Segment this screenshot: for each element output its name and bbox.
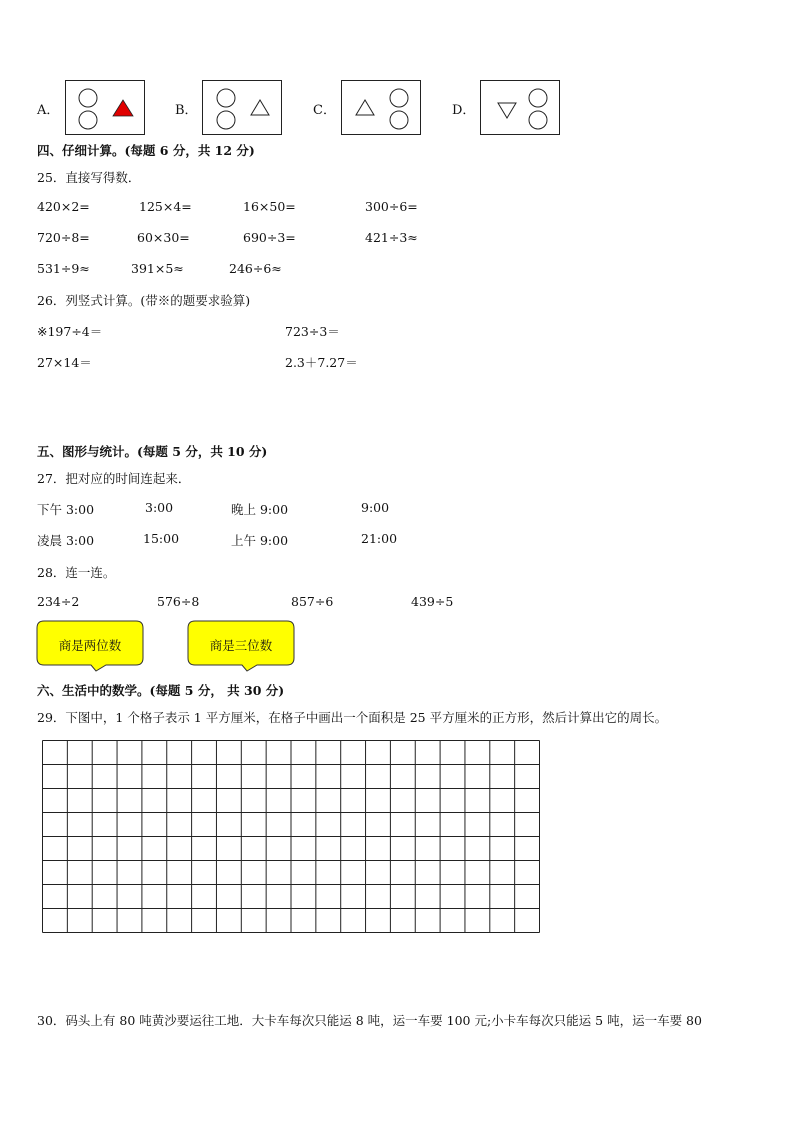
triangle-shape	[251, 100, 269, 115]
circle-shape	[217, 111, 235, 129]
option-b-label: B．	[175, 103, 198, 118]
calc-item: 60×30=	[137, 230, 190, 245]
vertical-calc-item: 2.3＋7.27＝	[285, 355, 358, 370]
circle-shape	[390, 111, 408, 129]
circle-shape	[390, 89, 408, 107]
calc-item: 16×50=	[243, 199, 296, 214]
red-triangle-shape	[113, 100, 133, 116]
circle-shape	[79, 89, 97, 107]
calc-item: 246÷6≈	[229, 261, 282, 276]
callout-three-digit-quotient	[187, 620, 297, 672]
section-6-title: 六、生活中的数学。(每题 5 分， 共 30 分)	[37, 683, 285, 698]
section-5-title: 五、图形与统计。(每题 5 分，共 10 分)	[37, 444, 268, 459]
option-d-figure	[480, 80, 560, 135]
time-item: 晚上 9:00	[231, 502, 289, 517]
question-26-label: 26．列竖式计算。(带※的题要求验算)	[37, 293, 251, 308]
vertical-calc-item: ※197÷4＝	[37, 324, 103, 339]
circle-shape	[529, 89, 547, 107]
question-25-label: 25．直接写得数．	[37, 170, 141, 185]
division-item: 439÷5	[411, 594, 454, 609]
option-c-figure	[341, 80, 421, 135]
circle-shape	[79, 111, 97, 129]
calc-item: 531÷9≈	[37, 261, 90, 276]
division-item: 576÷8	[157, 594, 200, 609]
vertical-calc-item: 723÷3＝	[285, 324, 340, 339]
option-a-label: A．	[37, 103, 60, 118]
time-item: 21:00	[361, 531, 398, 546]
question-29-label: 29．下图中，1 个格子表示 1 平方厘米，在格子中画出一个面积是 25 平方厘米的正方形，然后计算出它的周长。	[37, 710, 668, 725]
time-item: 上午 9:00	[231, 533, 289, 548]
calc-item: 420×2=	[37, 199, 90, 214]
option-b-figure	[202, 80, 282, 135]
time-item: 9:00	[361, 500, 390, 515]
square-grid[interactable]	[42, 740, 540, 933]
option-d-label: D．	[452, 103, 476, 118]
calc-item: 300÷6=	[365, 199, 418, 214]
calc-item: 720÷8=	[37, 230, 90, 245]
time-item: 3:00	[145, 500, 174, 515]
circle-shape	[217, 89, 235, 107]
callout-two-digit-quotient	[36, 620, 146, 672]
inverted-triangle-shape	[498, 103, 516, 118]
question-28-label: 28．连一连。	[37, 565, 116, 580]
calc-item: 421÷3≈	[365, 230, 418, 245]
division-item: 857÷6	[291, 594, 334, 609]
division-item: 234÷2	[37, 594, 80, 609]
callout-text: 商是三位数	[209, 638, 273, 653]
section-4-title: 四、仔细计算。(每题 6 分，共 12 分)	[37, 143, 255, 158]
option-a-figure	[65, 80, 145, 135]
time-item: 15:00	[143, 531, 180, 546]
vertical-calc-item: 27×14＝	[37, 355, 92, 370]
calc-item: 391×5≈	[131, 261, 184, 276]
time-item: 下午 3:00	[37, 502, 95, 517]
calc-item: 125×4=	[139, 199, 192, 214]
question-27-label: 27．把对应的时间连起来．	[37, 471, 191, 486]
option-c-label: C．	[313, 103, 336, 118]
callout-text: 商是两位数	[58, 638, 122, 653]
question-30-label: 30．码头上有 80 吨黄沙要运往工地．大卡车每次只能运 8 吨，运一车要 100 元;小卡车每次只能运 5 吨，运一车要 80	[37, 1013, 702, 1028]
triangle-shape	[356, 100, 374, 115]
time-item: 凌晨 3:00	[37, 533, 95, 548]
calc-item: 690÷3=	[243, 230, 296, 245]
circle-shape	[529, 111, 547, 129]
